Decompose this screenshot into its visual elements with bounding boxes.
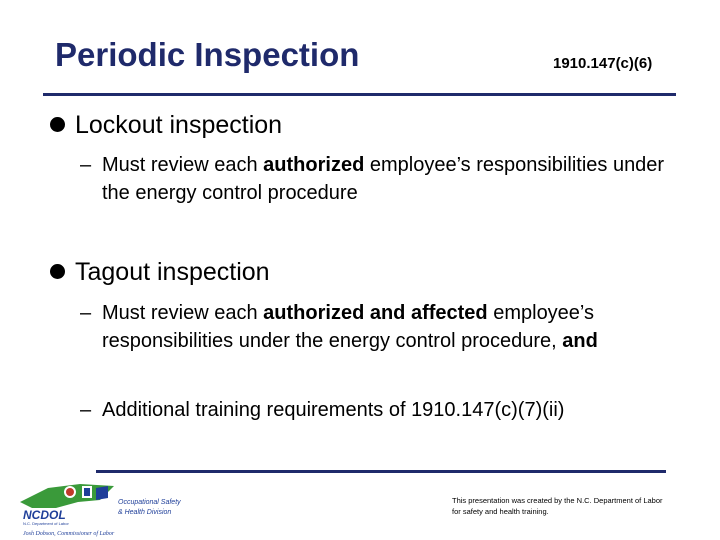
svg-text:NCDOL: NCDOL [23, 508, 66, 522]
slide-title: Periodic Inspection [55, 36, 360, 73]
footer-divider [96, 470, 666, 473]
sub-bullet [80, 299, 680, 355]
bullet-dot-icon [50, 264, 65, 279]
svg-text:Occupational Safety: Occupational Safety [118, 499, 181, 506]
bullet-heading: Tagout inspection [75, 258, 270, 286]
svg-text:Josh Dobson, Commissioner of L: Josh Dobson, Commissioner of Labor [23, 531, 115, 537]
ncdol-logo [18, 478, 188, 538]
sub-bullet [80, 396, 690, 424]
footer-note: This presentation was created by the N.C. Department of Labor for safety and health training. [452, 496, 663, 516]
bullet-heading: Lockout inspection [75, 111, 283, 139]
sub-bullet [80, 151, 680, 207]
sub-bullet-text: Additional training requirements of 1910.147(c)(7)(ii) [102, 399, 565, 421]
svg-text:N.C. Department of Labor: N.C. Department of Labor [23, 521, 69, 526]
svg-text:& Health Division: & Health Division [118, 509, 172, 516]
bullet-tagout-inspection [50, 257, 270, 287]
bullet-dot-icon [50, 117, 65, 132]
bullet-lockout-inspection [50, 110, 282, 140]
dash-icon: – [80, 399, 92, 421]
title-divider [43, 93, 676, 96]
dash-icon: – [80, 154, 92, 176]
sub-bullet-text: Must review each authorized and affected employee’s responsibilities under the energy control procedure, and [102, 302, 598, 352]
regulation-citation: 1910.147(c)(6) [553, 55, 653, 72]
sub-bullet-text: Must review each authorized employee’s responsibilities under the energy control procedure [102, 154, 665, 204]
dash-icon: – [80, 302, 92, 324]
